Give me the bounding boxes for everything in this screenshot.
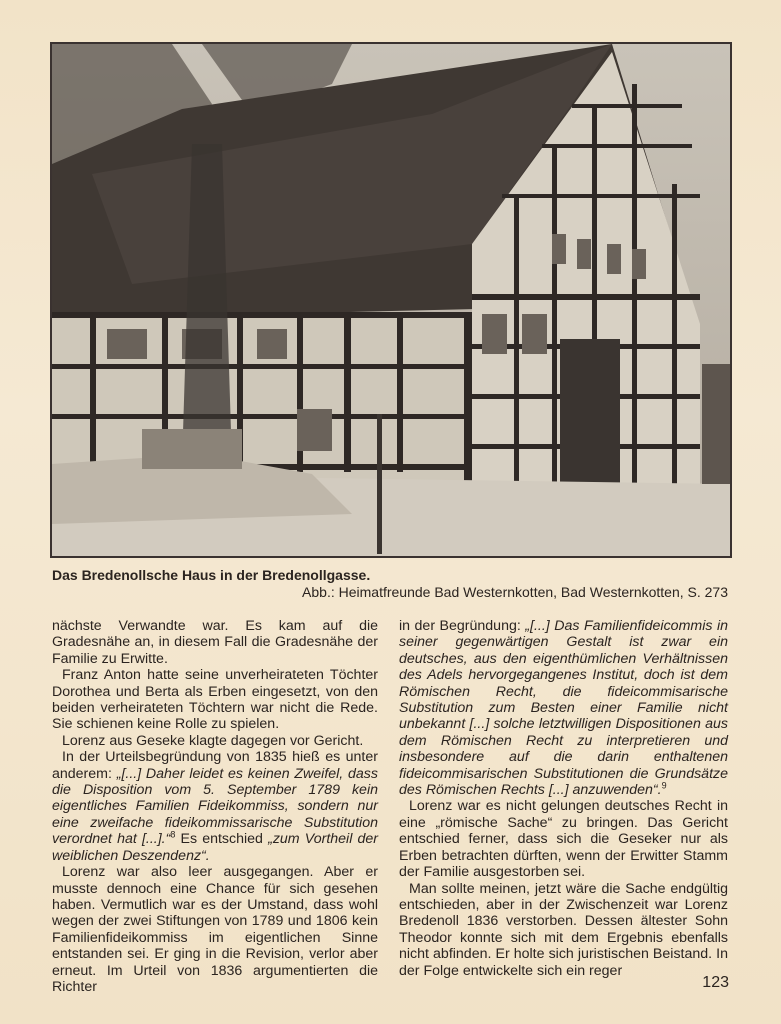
left-paragraph-2: Franz Anton hatte seine unverheirateten Töchter Dorothea und Berta als Erben eingesetzt, von den beiden verheirateten Töchtern war nicht die Rede. Sie schienen keine Rolle zu spielen. xyxy=(52,667,378,733)
right-paragraph-1 xyxy=(399,618,728,798)
left-paragraph-5: Lorenz war also leer ausgegangen. Aber er musste dennoch eine Chance für sich gesehen haben. Vermutlich war es der Umstand, dass wohl wegen der zwei Stiftungen von 1789 und 1806 kein Familienfideikommiss im eigentlichen Sinne entstanden sei. Er ging in die Revision, verlor aber erneut. Im Urteil von 1836 argumentierten die Richter xyxy=(52,864,378,995)
left-paragraph-3: Lorenz aus Geseke klagte dagegen vor Gericht. xyxy=(62,732,364,749)
right-paragraph-3: Man sollte meinen, jetzt wäre die Sache endgültig entschieden, aber in der Zwischenzeit war Lorenz Bredenoll 1836 verstorben. Dessen ältester Sohn Theodor konnte sich mit dem Ergebnis ebenfalls nicht abfinden. Er holte sich juristischen Beistand. In der Folge entwickelte sich ein reger xyxy=(399,880,728,979)
left-p4-mid: Es entschied xyxy=(175,831,269,848)
right-paragraph-2: Lorenz war es nicht gelungen deutsches Recht in eine „römische Sache“ zu bringen. Das Gericht entschied ferner, dass sich die Geseker nur als Erben betrachten dürften, wenn der Erwitter Stamm der Familie ausgestorben sei. xyxy=(399,798,728,881)
left-p4-quote2: „zum Vortheil der weiblichen Deszendenz“. xyxy=(52,831,378,864)
left-paragraph-4 xyxy=(52,749,378,864)
page-number: 123 xyxy=(702,974,729,991)
left-column xyxy=(52,618,378,995)
caption-title: Das Bredenollsche Haus in der Bredenollgasse. xyxy=(52,567,371,583)
caption-source: Abb.: Heimatfreunde Bad Westernkotten, Bad Westernkotten, S. 273 xyxy=(302,584,728,600)
footnote-8: 8 xyxy=(170,829,176,840)
timber-frame-house-image xyxy=(52,44,730,556)
left-p4-quote: „[...] Daher leidet es keinen Zweifel, dass die Disposition vom 5. September 1789 kein eigentliches Familien Fideikommiss, sondern nur eine zweifache fideikommissarische Substitution verordnet hat [...].“ xyxy=(52,765,378,848)
figure-caption xyxy=(52,567,728,601)
right-p1-intro: in der Begründung: xyxy=(399,618,526,634)
left-paragraph-1: nächste Verwandte war. Es kam auf die Gradesnähe an, in diesem Fall die Gradesnähe der Familie zu Erwitte. xyxy=(52,618,378,667)
house-photo xyxy=(50,42,732,558)
footnote-9: 9 xyxy=(661,780,667,791)
left-p4-intro: In der Urteilsbegründung von 1835 hieß es unter anderem: xyxy=(52,749,378,782)
right-column xyxy=(399,618,728,979)
right-p1-quote: „[...] Das Familienfideicommis in seiner gegenwärtigen Gestalt ist zwar ein deutsches, aus den eigenthümlichen Verhältnissen des Adels hervorgegangenes Institut, doch ist dem Römischen Recht, die fideicommisarische Substitution zum Besten einer Familie nicht unbekannt [...] solche letztwilligen Dispositionen aus dem Römischen Recht zu interpretieren und insbesondere auf die darin enthaltenen fideicommisarischen Substitutionen die Grundsätze des Römischen Rechts [...] anzuwenden“. xyxy=(399,618,728,799)
